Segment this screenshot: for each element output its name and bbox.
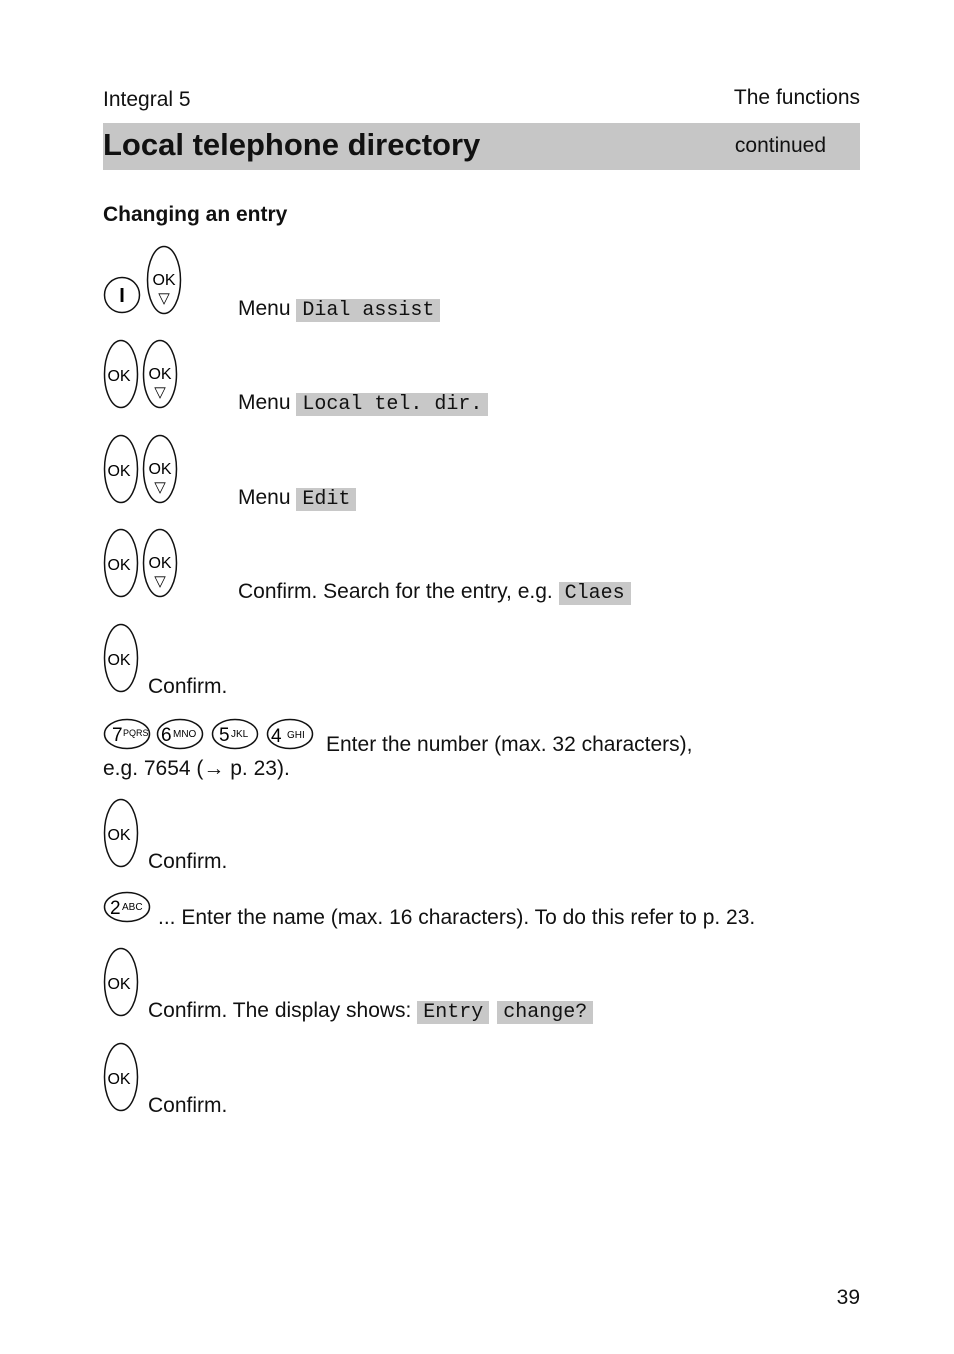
ok-label: OK [148,555,172,572]
ok-label: OK [148,461,172,478]
section-heading: Changing an entry [103,203,288,226]
ok-label: OK [107,368,131,385]
step-6-line-1: Enter the number (max. 32 characters), [326,733,693,756]
step-1-text: Menu [238,297,291,320]
key-7-icon [103,718,151,750]
ok-key-icon [103,947,139,1017]
step-8: ... Enter the name (max. 16 characters). To do this refer to p. 23. [158,906,756,929]
ok-label: OK [107,463,131,480]
step-3-text: Menu [238,486,291,509]
down-arrow-icon: ▽ [154,479,166,496]
ok-label: OK [148,366,172,383]
key-4-digit: 4 [271,726,282,747]
step-9 [148,999,593,1024]
ok-key-icon [103,623,139,693]
display-claes: Claes [559,582,631,605]
page-number: 39 [836,1286,860,1309]
ok-down-key-icon [142,528,178,598]
key-5-digit: 5 [219,725,230,746]
phone-key-symbol: I [119,285,125,307]
key-6-icon [156,718,204,750]
key-2-digit: 2 [110,898,121,919]
ok-label: OK [107,976,131,993]
ok-label: OK [152,272,176,289]
ok-down-key-icon [146,245,182,315]
down-arrow-icon: ▽ [154,384,166,401]
step-4 [238,580,631,605]
step-3 [238,486,356,511]
ok-label: OK [107,1071,131,1088]
title-bar [103,123,860,170]
ok-key-icon [103,798,139,868]
display-edit: Edit [296,488,356,511]
display-dial-assist: Dial assist [296,299,440,322]
key-4-icon [266,718,314,750]
display-entry: Entry [417,1001,489,1024]
ok-key-icon [103,1042,139,1112]
ok-label: OK [107,557,131,574]
page-title: Local telephone directory [103,127,481,162]
step-2 [238,391,488,416]
key-2-icon [103,891,151,923]
ok-label: OK [107,827,131,844]
down-arrow-icon: ▽ [158,290,170,307]
key-2-letters: ABC [122,902,143,913]
key-7-digit: 7 [112,725,123,746]
step-1 [238,297,440,322]
display-change: change? [497,1001,593,1024]
key-5-letters: JKL [231,729,249,740]
key-4-letters: GHI [287,730,305,741]
step-4-text: Confirm. Search for the entry, e.g. [238,580,553,603]
key-7-letters: PQRS [123,728,149,738]
key-5-icon [211,718,259,750]
key-6-digit: 6 [161,725,172,746]
ok-down-key-icon [142,339,178,409]
ok-down-key-icon [142,434,178,504]
ok-key-icon [103,434,139,504]
ok-key-icon [103,339,139,409]
header-section: The functions [733,86,860,109]
ok-key-icon [103,528,139,598]
step-2-text: Menu [238,391,291,414]
phone-key-icon [103,276,141,314]
step-5: Confirm. [148,675,228,698]
step-10: Confirm. [148,1094,228,1117]
down-arrow-icon: ▽ [154,573,166,590]
step-9-text: Confirm. The display shows: [148,999,412,1022]
display-local-tel-dir: Local tel. dir. [296,393,488,416]
continued-label: continued [734,134,826,157]
ok-label: OK [107,652,131,669]
key-6-letters: MNO [173,729,197,740]
step-6-line-2: e.g. 7654 (→ p. 23). [103,757,290,780]
step-7: Confirm. [148,850,228,873]
header-product: Integral 5 [103,88,191,111]
